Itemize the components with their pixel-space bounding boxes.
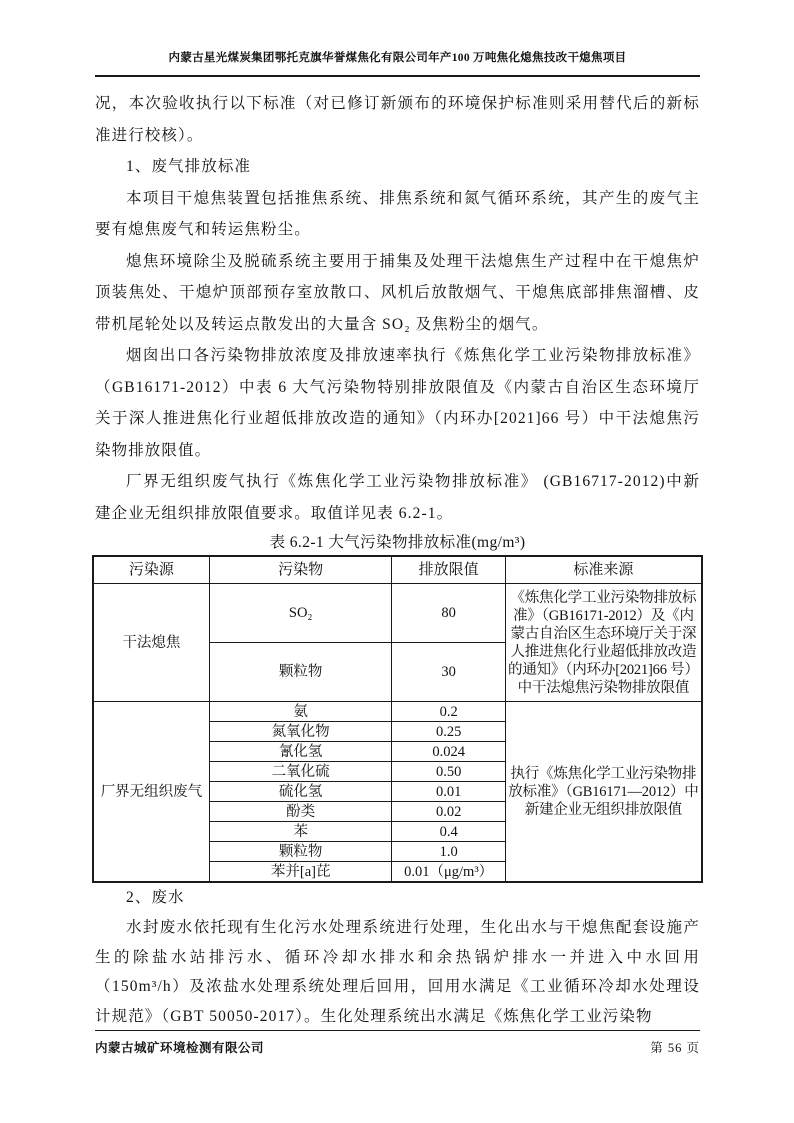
table-header-pollutant: 污染物	[209, 556, 392, 584]
footer-page-number: 第 56 页	[650, 1041, 700, 1055]
paragraph-fugitive-emission-standards: 厂界无组织废气执行《炼焦化学工业污染物排放标准》 (GB16717-2012)中新建企业无组织排放限值要求。取值详见表 6.2-1。	[95, 473, 700, 522]
limit-cell: 0.024	[392, 742, 505, 762]
header-rule	[95, 75, 700, 77]
pollutant-cell: 苯	[209, 822, 392, 842]
pollutant-cell: 硫化氢	[209, 782, 392, 802]
footer-company-name: 内蒙古城矿环境检测有限公司	[95, 1041, 265, 1055]
pollutant-cell: 二氧化硫	[209, 762, 392, 782]
table-row	[93, 702, 702, 722]
pollutant-cell: 氮氧化物	[209, 722, 392, 742]
document-body	[95, 88, 700, 1032]
pollutant-cell: 氰化氢	[209, 742, 392, 762]
page-header-title: 内蒙古星光煤炭集团鄂托克旗华誉煤焦化有限公司年产100 万吨焦化熄焦技改干熄焦项目	[168, 52, 627, 64]
pollutant-cell: 苯并[a]芘	[209, 862, 392, 883]
section-heading-waste-gas: 1、废气排放标准	[126, 158, 252, 175]
standard-source-cell: 《炼焦化学工业污染物排放标准》（GB16171-2012）及《内蒙古自治区生态环境厅关于深人推进焦化行业超低排放改造的通知》（内环办[2021]66 号）中干法熄焦污染物排放限值	[505, 584, 702, 702]
limit-cell: 0.50	[392, 762, 505, 782]
paragraph-dry-quenching-systems: 本项目干熄焦装置包括推焦系统、排焦系统和氮气循环系统，其产生的废气主要有熄焦废气和转运焦粉尘。	[95, 189, 700, 238]
table-header-pollution-source: 污染源	[93, 556, 209, 584]
limit-cell: 0.2	[392, 702, 505, 722]
paragraph-continuation: 况，本次验收执行以下标准（对已修订新颁布的环境保护标准则采用替代后的新标准进行校核）。	[95, 95, 700, 144]
emission-standards-table	[92, 555, 703, 883]
limit-cell: 30	[392, 643, 505, 702]
table-title: 表 6.2-1 大气污染物排放标准(mg/m³)	[269, 534, 526, 551]
pollutant-cell: 氨	[209, 702, 392, 722]
pollution-source-cell: 干法熄焦	[93, 584, 209, 702]
paragraph-wastewater-treatment: 水封废水依托现有生化污水处理系统进行处理，生化出水与干熄焦配套设施产生的除盐水站排污水、循环冷却水排水和余热锅炉排水一并进入中水回用（150m³/h）及浓盐水处理系统处理后回用，回用水满足《工业循环冷却水处理设计规范》（GBT 50050-2017）。生化处理系统出水满足《炼焦化学工业污染物	[95, 918, 700, 1026]
limit-cell: 0.4	[392, 822, 505, 842]
pollutant-cell: 颗粒物	[209, 643, 392, 702]
paragraph-stack-outlet-standards: 烟囱出口各污染物排放浓度及排放速率执行《炼焦化学工业污染物排放标准》 （GB16171-2012）中表 6 大气污染物特别排放限值及《内蒙古自治区生态环境厅关于深人推进焦化行业超低排放改造的通知》（内环办[2021]66 号）中干法熄焦污染物排放限值。	[95, 347, 700, 459]
table-header-row	[93, 556, 702, 584]
table-row	[93, 584, 702, 643]
pollutant-cell: 颗粒物	[209, 842, 392, 862]
pollutant-cell: SO₂	[209, 584, 392, 643]
standard-source-cell: 执行《炼焦化学工业污染物排放标准》（GB16171—2012）中新建企业无组织排放限值	[505, 702, 702, 883]
section-heading-wastewater: 2、废水	[126, 889, 185, 906]
limit-cell: 0.25	[392, 722, 505, 742]
limit-cell: 1.0	[392, 842, 505, 862]
limit-cell: 80	[392, 584, 505, 643]
pollutant-cell: 酚类	[209, 802, 392, 822]
page-footer	[95, 1030, 700, 1056]
limit-cell: 0.01（μg/m³）	[392, 862, 505, 883]
paragraph-dedusting-desulfurization: 熄焦环境除尘及脱硫系统主要用于捕集及处理干法熄焦生产过程中在干熄焦炉顶装焦处、干熄炉顶部预存室放散口、风机后放散烟气、干熄焦底部排焦溜槽、皮带机尾轮处以及转运点散发出的大量含 SO₂ 及焦粉尘的烟气。	[95, 252, 700, 333]
limit-cell: 0.01	[392, 782, 505, 802]
table-header-standard-source: 标准来源	[505, 556, 702, 584]
limit-cell: 0.02	[392, 802, 505, 822]
pollution-source-cell: 厂界无组织废气	[93, 702, 209, 883]
table-header-emission-limit: 排放限值	[392, 556, 505, 584]
